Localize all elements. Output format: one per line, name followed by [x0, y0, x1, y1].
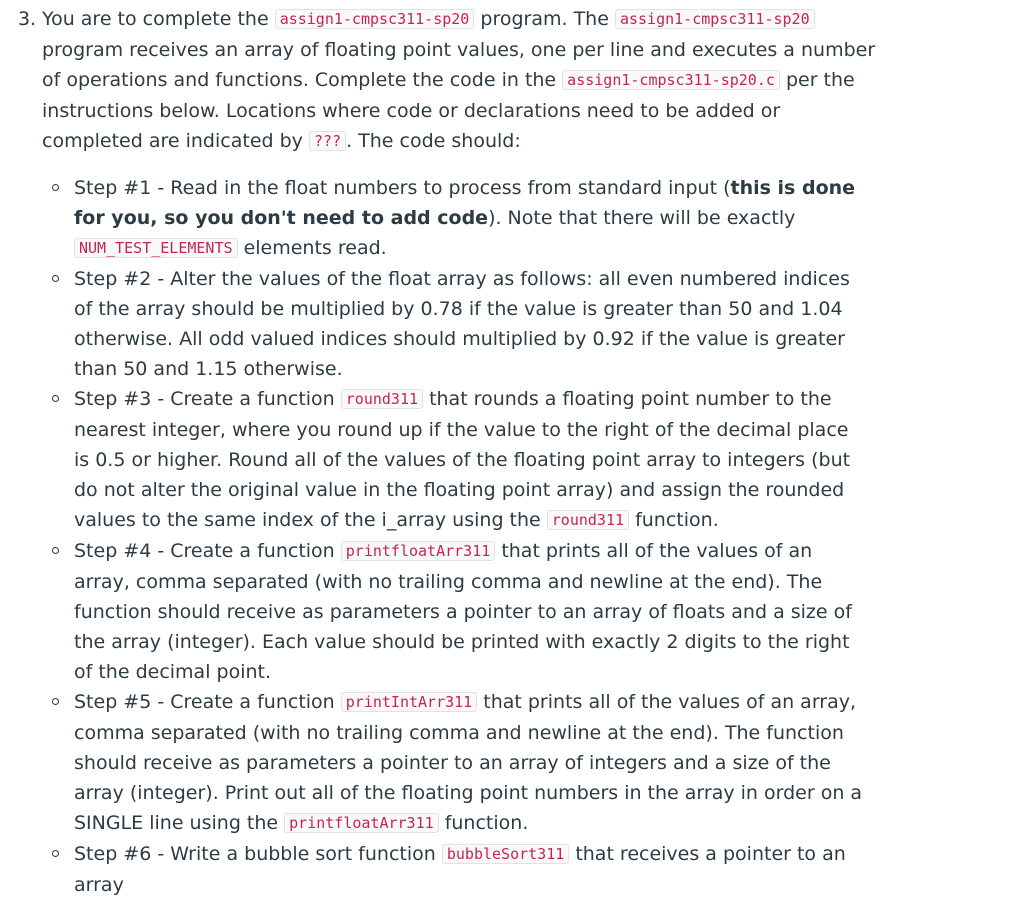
- step-4-code: printfloatArr311: [341, 541, 496, 561]
- bullet-circle-icon: [52, 547, 59, 554]
- step-3-text-a: Step #3 - Create a function: [74, 388, 335, 410]
- intro-text-3: program receives an array of floating point values, one per line and executes a number of operations and functions. Complete the code in the: [42, 39, 876, 91]
- step-1: [18, 173, 864, 264]
- steps-list: [18, 173, 1018, 900]
- step-1-text-a: Step #1 - Read in the float numbers to process from standard input (: [74, 177, 731, 199]
- question-number: 3.: [18, 8, 37, 30]
- step-4-text-b: that prints all of the values of an array, comma separated (with no trailing comma and newline at the end). The function should receive as parameters a pointer to an array of floats and a size of the array (integer). Each value should be printed with exactly 2 digits to the right of the decimal point.: [74, 540, 852, 683]
- step-1-text-b: ). Note that there will be exactly: [488, 207, 796, 229]
- intro-text-1: You are to complete the: [42, 8, 269, 30]
- step-3-text-b: that rounds a floating point number to the nearest integer, where you round up if the value to the right of the decimal place is 0.5 or higher. Round all of the values of the floating point array to integers (but do not alter the original value in the floating point array) and assign the rounded values to the same index of the i_array using the: [74, 388, 851, 531]
- step-3-text-c: function.: [635, 509, 719, 531]
- program-name-code-2: assign1-cmpsc311-sp20: [615, 9, 815, 29]
- step-5-code-2: printfloatArr311: [284, 813, 439, 833]
- program-name-code: assign1-cmpsc311-sp20: [275, 9, 475, 29]
- question-paragraph: [18, 4, 882, 157]
- intro-text-5: . The code should:: [346, 130, 521, 152]
- step-1-text-c: elements read.: [243, 237, 387, 259]
- step-6: [18, 839, 864, 900]
- step-3: [18, 384, 864, 536]
- bullet-circle-icon: [52, 698, 59, 705]
- step-5-code-1: printIntArr311: [341, 692, 477, 712]
- bullet-circle-icon: [52, 850, 59, 857]
- step-6-text-a: Step #6 - Write a bubble sort function: [74, 843, 436, 865]
- placeholder-marker-code: ???: [309, 131, 346, 151]
- step-5-text-a: Step #5 - Create a function: [74, 691, 335, 713]
- step-4-text-a: Step #4 - Create a function: [74, 540, 335, 562]
- step-3-code-2: round311: [547, 510, 629, 530]
- step-6-text-b: that receives a pointer to an array: [74, 843, 846, 896]
- step-2-text: Step #2 - Alter the values of the float array as follows: all even numbered indices of the array should be multiplied by 0.78 if the value is greater than 50 and 1.04 otherwise. All odd valued indices should multiplied by 0.92 if the value is greater than 50 and 1.15 otherwise.: [74, 268, 850, 380]
- step-2: [18, 264, 864, 384]
- source-file-code: assign1-cmpsc311-sp20.c: [562, 70, 780, 90]
- step-5: [18, 687, 864, 839]
- step-3-code-1: round311: [341, 389, 423, 409]
- intro-text-4: per the instructions below. Locations where code or declarations need to be added or completed are indicated by: [42, 69, 855, 152]
- document-body: [18, 4, 1018, 900]
- step-5-text-b: that prints all of the values of an array, comma separated (with no trailing comma and newline at the end). The function should receive as parameters a pointer to an array of integers and a size of the array (integer). Print out all of the floating point numbers in the array in order on a SINGLE line using the: [74, 691, 863, 834]
- step-1-code: NUM_TEST_ELEMENTS: [74, 238, 238, 258]
- bullet-circle-icon: [52, 275, 59, 282]
- step-4: [18, 536, 864, 687]
- intro-text-2: program. The: [480, 8, 609, 30]
- step-1-bold: this is done for you, so you don't need to add code: [74, 177, 856, 229]
- step-5-text-c: function.: [444, 812, 529, 834]
- bullet-circle-icon: [52, 395, 59, 402]
- step-6-code: bubbleSort311: [442, 844, 569, 864]
- bullet-circle-icon: [52, 184, 59, 191]
